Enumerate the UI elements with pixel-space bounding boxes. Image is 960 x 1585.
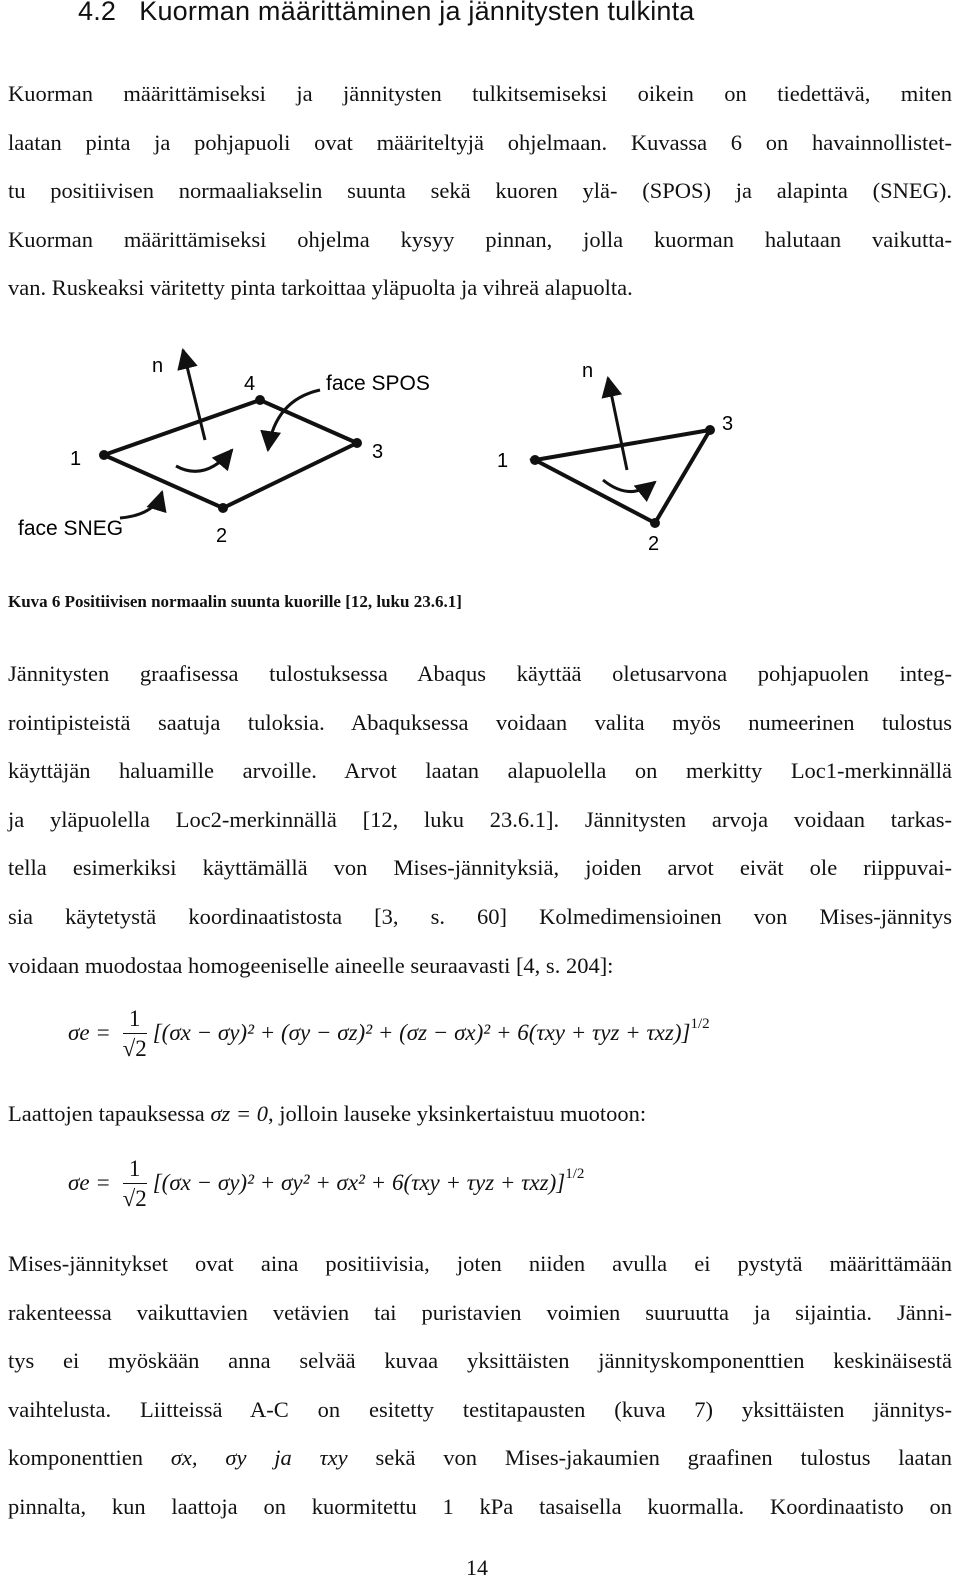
spos-pointer-arrow xyxy=(268,390,320,450)
paragraph-2 xyxy=(8,650,952,990)
middle-text-after: , jolloin lauseke yksinkertaistuu muotoon: xyxy=(267,1101,647,1126)
text-line: pinnalta, kun laattoja on kuormitettu 1 kPa tasaisella kuormalla. Koordinaatisto on xyxy=(8,1493,952,1519)
text-line: tu positiivisen normaaliakselin suunta sekä kuoren ylä- (SPOS) ja alapinta (SNEG). xyxy=(8,178,952,204)
equation-body: [(σx − σy)² + σy² + σx² + 6(τxy + τyz + τxz)] xyxy=(152,1169,566,1195)
text-line: vaihtelusta. Liitteissä A-C on esitetty testitapausten (kuva 7) yksittäisten jännitys- xyxy=(8,1396,952,1422)
quad-n-label: n xyxy=(152,355,164,377)
line-before: komponenttien xyxy=(8,1445,143,1471)
line-after: sekä von Mises-jakaumien graafinen tulostus laatan xyxy=(375,1445,953,1471)
quad-node-label: 3 xyxy=(372,441,384,463)
text-line: rointipisteistä saatuja tuloksia. Abaquksessa voidaan valita myös numeerinen tulostus xyxy=(8,709,952,735)
text-line: Jännitysten graafisessa tulostuksessa Abaqus käyttää oletusarvona pohjapuolen integ- xyxy=(8,661,952,686)
section-title: Kuorman määrittäminen ja jännitysten tulkinta xyxy=(139,0,695,26)
text-line: van. Ruskeaksi väritetty pinta tarkoittaa yläpuolta ja vihreä alapuolta. xyxy=(8,275,633,301)
triangle-normal-arrow xyxy=(608,378,627,470)
text-line: Mises-jännitykset ovat aina positiivisia, joten niiden avulla ei pystytä määrittämään xyxy=(8,1251,952,1276)
equation-lhs: σe = xyxy=(68,1169,111,1195)
equation-exponent: 1/2 xyxy=(565,1165,585,1182)
quad-rotation-arrow xyxy=(176,450,232,471)
text-line: tys ei myöskään anna selvää kuvaa yksittäisten jännityskomponenttien keskinäisestä xyxy=(8,1348,952,1374)
triangle-node-label: 3 xyxy=(722,413,734,435)
triangle-n-label: n xyxy=(582,360,594,382)
line-symbols: σx, σy ja τxy xyxy=(170,1445,348,1471)
triangle-node xyxy=(650,518,660,528)
equation-von-mises-plate xyxy=(68,1155,584,1214)
triangle-node xyxy=(705,425,715,435)
triangle-element-diagram xyxy=(497,360,733,555)
text-line: sia käytetystä koordinaatistosta [3, s. 60] Kolmedimensioinen von Mises-jännitys xyxy=(8,903,952,929)
face-spos-label: face SPOS xyxy=(326,372,430,395)
quad-node-label: 1 xyxy=(70,448,82,470)
text-line: rakenteessa vaikuttavien vetävien tai puristavien voimien suuruutta ja sijaintia. Jänni- xyxy=(8,1299,952,1325)
shell-normal-figure xyxy=(0,330,960,570)
text-line: voidaan muodostaa homogeeniselle aineelle seuraavasti [4, s. 204]: xyxy=(8,952,614,978)
equation-fraction xyxy=(123,1155,147,1214)
equation-lhs: σe = xyxy=(68,1019,111,1045)
equation-fraction xyxy=(123,1005,147,1064)
sneg-pointer-arrow xyxy=(120,492,162,518)
text-line: käyttäjän haluamille arvoille. Arvot laatan alapuolella on merkitty Loc1-merkinnällä xyxy=(8,758,952,784)
text-line: tella esimerkiksi käyttämällä von Mises-jännityksiä, joiden arvot eivät ole riippuvai- xyxy=(8,855,952,881)
text-line xyxy=(8,1434,952,1483)
fraction-numerator: 1 xyxy=(123,1005,147,1034)
quad-node xyxy=(99,450,109,460)
middle-text-condition: σz = 0 xyxy=(210,1101,268,1126)
face-sneg-label: face SNEG xyxy=(18,517,124,540)
paragraph-3 xyxy=(8,1240,952,1532)
middle-text-before: Laattojen tapauksessa xyxy=(8,1101,205,1126)
quad-outline xyxy=(104,400,357,508)
middle-text xyxy=(8,1090,952,1139)
quad-node-label: 4 xyxy=(244,373,256,395)
figure-caption: Kuva 6 Positiivisen normaalin suunta kuorille [12, luku 23.6.1] xyxy=(8,592,462,611)
quad-node xyxy=(352,438,362,448)
quad-node xyxy=(255,395,265,405)
text-line: Kuorman määrittämiseksi ohjelma kysyy pinnan, jolla kuorman halutaan vaikutta- xyxy=(8,226,952,252)
quad-node xyxy=(218,503,228,513)
equation-von-mises-3d xyxy=(68,1005,710,1064)
text-line: Kuorman määrittämiseksi ja jännitysten tulkitsemiseksi oikein on tiedettävä, miten xyxy=(8,81,952,106)
triangle-rotation-arrow xyxy=(603,480,655,492)
section-number: 4.2 xyxy=(78,0,117,26)
fraction-denominator: √2 xyxy=(122,1186,147,1211)
quad-element-diagram xyxy=(18,350,430,547)
fraction-numerator: 1 xyxy=(123,1155,147,1184)
equation-body: [(σx − σy)² + (σy − σz)² + (σz − σx)² + 6(τxy + τyz + τxz)] xyxy=(152,1019,691,1045)
text-line: ja yläpuolella Loc2-merkinnällä [12, luku 23.6.1]. Jännitysten arvoja voidaan tarkas- xyxy=(8,806,952,832)
fraction-denominator: √2 xyxy=(122,1036,147,1061)
text-line: laatan pinta ja pohjapuoli ovat määriteltyjä ohjelmaan. Kuvassa 6 on havainnollistet- xyxy=(8,129,952,155)
page-number: 14 xyxy=(466,1555,488,1580)
equation-exponent: 1/2 xyxy=(690,1015,710,1032)
triangle-node-label: 2 xyxy=(648,533,660,555)
section-heading xyxy=(78,0,695,27)
text-line xyxy=(8,1090,952,1139)
triangle-node-label: 1 xyxy=(497,450,509,472)
paragraph-1 xyxy=(8,70,952,313)
triangle-node xyxy=(530,455,540,465)
quad-node-label: 2 xyxy=(216,525,228,547)
